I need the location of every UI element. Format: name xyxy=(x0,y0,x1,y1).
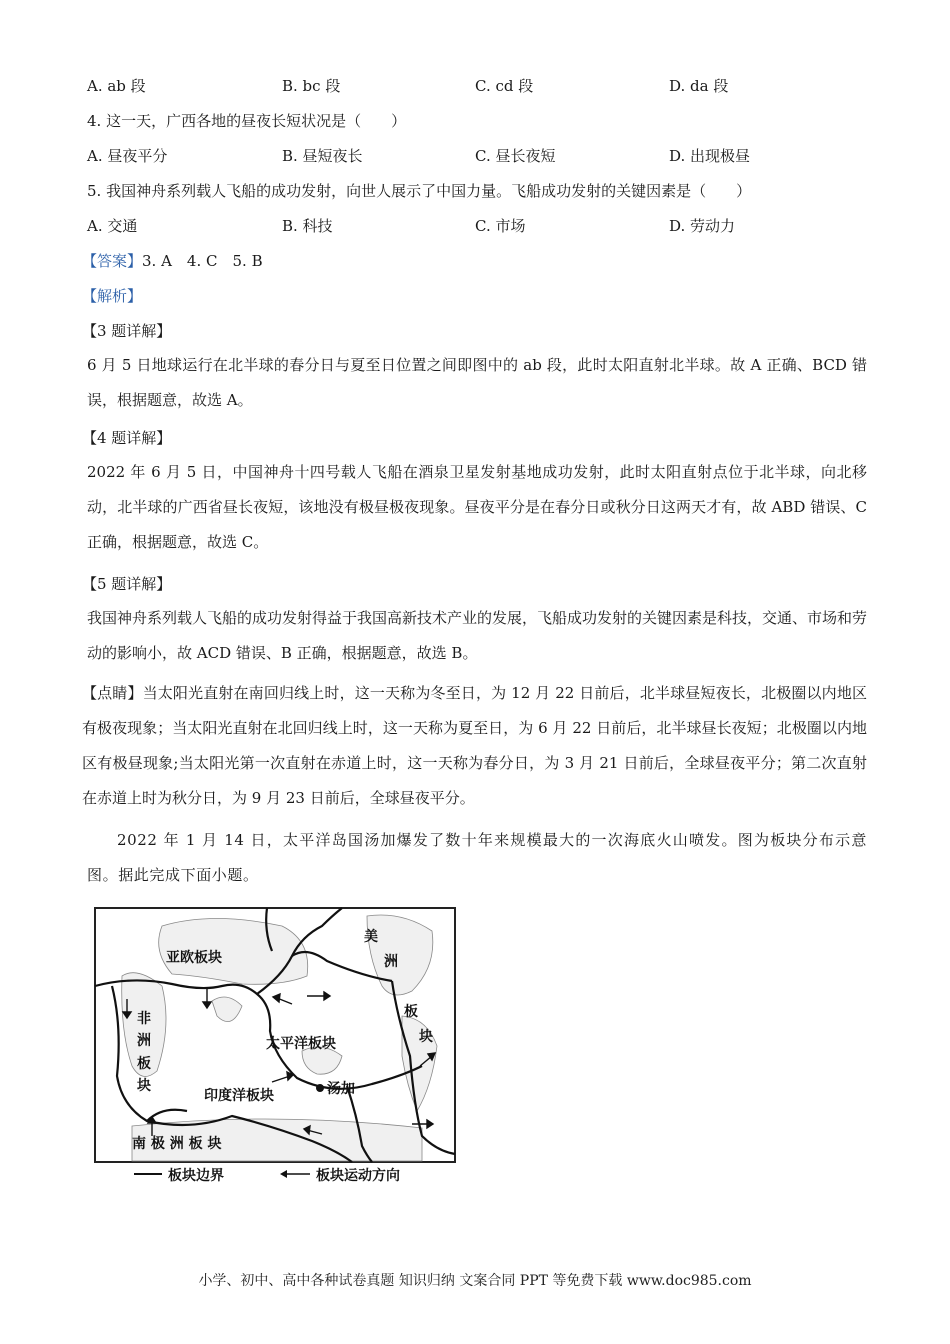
plate-map-figure xyxy=(92,906,458,1191)
label-african-2: 洲 xyxy=(137,1033,151,1049)
label-eurasian-plate: 亚欧板块 xyxy=(166,950,222,966)
legend-arrow-icon xyxy=(280,1170,287,1178)
analysis-tag: 【解析】 xyxy=(82,287,143,305)
q5-detail-text: 我国神舟系列载人飞船的成功发射得益于我国高新技术产业的发展，飞船成功发射的关键因素是科技，交通、市场和劳动的影响小，故 ACD 错误、B 正确，根据题意，故选 B。 xyxy=(87,609,868,662)
label-american-3: 板 xyxy=(404,1004,418,1020)
q3-detail-text: 6 月 5 日地球运行在北半球的春分日与夏至日位置之间即图中的 ab 段，此时太阳直射北半球。故 A 正确、BCD 错误，根据题意，故选 A。 xyxy=(87,356,867,409)
plate-map xyxy=(92,906,458,1191)
q5-stem: 5. 我国神舟系列载人飞船的成功发射，向世人展示了中国力量。飞船成功发射的关键因素是（ ） xyxy=(87,182,752,200)
label-antarctic-plate: 南 极 洲 板 块 xyxy=(132,1136,222,1152)
q5-detail-tag: 【5 题详解】 xyxy=(82,575,172,593)
q4-stem: 4. 这一天，广西各地的昼夜长短状况是（ ） xyxy=(87,112,407,130)
q5-option-c: C. 市场 xyxy=(475,217,526,235)
label-tonga: 汤加 xyxy=(327,1081,355,1097)
label-american-1: 美 xyxy=(364,929,378,945)
q5-option-a: A. 交通 xyxy=(87,217,138,235)
answer-line xyxy=(82,251,263,271)
tip-paragraph xyxy=(82,676,867,816)
label-pacific-plate: 太平洋板块 xyxy=(266,1036,336,1052)
label-indian-plate: 印度洋板块 xyxy=(204,1088,274,1104)
intro-text: 2022 年 1 月 14 日，太平洋岛国汤加爆发了数十年来规模最大的一次海底火山喷发。图为板块分布示意图。据此完成下面小题。 xyxy=(87,831,867,884)
map-legend xyxy=(134,1167,400,1184)
legend-direction-label: 板块运动方向 xyxy=(316,1168,400,1184)
q3-option-d: D. da 段 xyxy=(669,77,729,95)
answer-tag: 【答案】 xyxy=(82,252,143,270)
q4-option-d: D. 出现极昼 xyxy=(669,147,751,165)
label-american-2: 洲 xyxy=(384,954,398,970)
label-american-4: 块 xyxy=(419,1029,433,1045)
label-african-1: 非 xyxy=(137,1011,151,1027)
tip-text: 当太阳光直射在南回归线上时，这一天称为冬至日，为 12 月 22 日前后，北半球昼短夜长，北极圈以内地区有极夜现象；当太阳光直射在北回归线上时，这一天称为夏至日，为 6 月 22 日前后，北半球昼长夜短；北极圈以内地区有极昼现象;当太阳光第一次直射在赤道上时，这一天称为春分日，为 3 月 21 日前后，全球昼夜平分；第二次直射在赤道上时为秋分日，为 9 月 23 日前后，全球昼夜平分。 xyxy=(82,684,867,807)
q5-option-d: D. 劳动力 xyxy=(669,217,736,235)
q3-option-a: A. ab 段 xyxy=(87,77,146,95)
legend-boundary-label: 板块边界 xyxy=(168,1168,224,1184)
q3-option-b: B. bc 段 xyxy=(282,77,341,95)
tip-tag: 【点睛】 xyxy=(82,684,143,702)
answer-text: 3. A 4. C 5. B xyxy=(142,252,263,270)
label-african-4: 块 xyxy=(137,1078,151,1094)
q5-option-b: B. 科技 xyxy=(282,217,333,235)
q4-detail-text: 2022 年 6 月 5 日，中国神舟十四号载人飞船在酒泉卫星发射基地成功发射，此时太阳直射点位于北半球，向北移动，北半球的广西省昼长夜短，该地没有极昼极夜现象。昼夜平分是在春分日或秋分日这两天才有，故 ABD 错误、C 正确，根据题意，故选 C。 xyxy=(87,463,867,551)
q4-option-a: A. 昼夜平分 xyxy=(87,147,168,165)
q3-detail-tag: 【3 题详解】 xyxy=(82,322,172,340)
q3-option-c: C. cd 段 xyxy=(475,77,534,95)
q4-option-c: C. 昼长夜短 xyxy=(475,147,556,165)
q4-option-b: B. 昼短夜长 xyxy=(282,147,363,165)
label-african-3: 板 xyxy=(137,1056,151,1072)
page-footer: 小学、初中、高中各种试卷真题 知识归纳 文案合同 PPT 等免费下载 www.doc985.com xyxy=(198,1273,752,1289)
tonga-dot-icon xyxy=(316,1084,324,1092)
q4-detail-tag: 【4 题详解】 xyxy=(82,429,172,447)
